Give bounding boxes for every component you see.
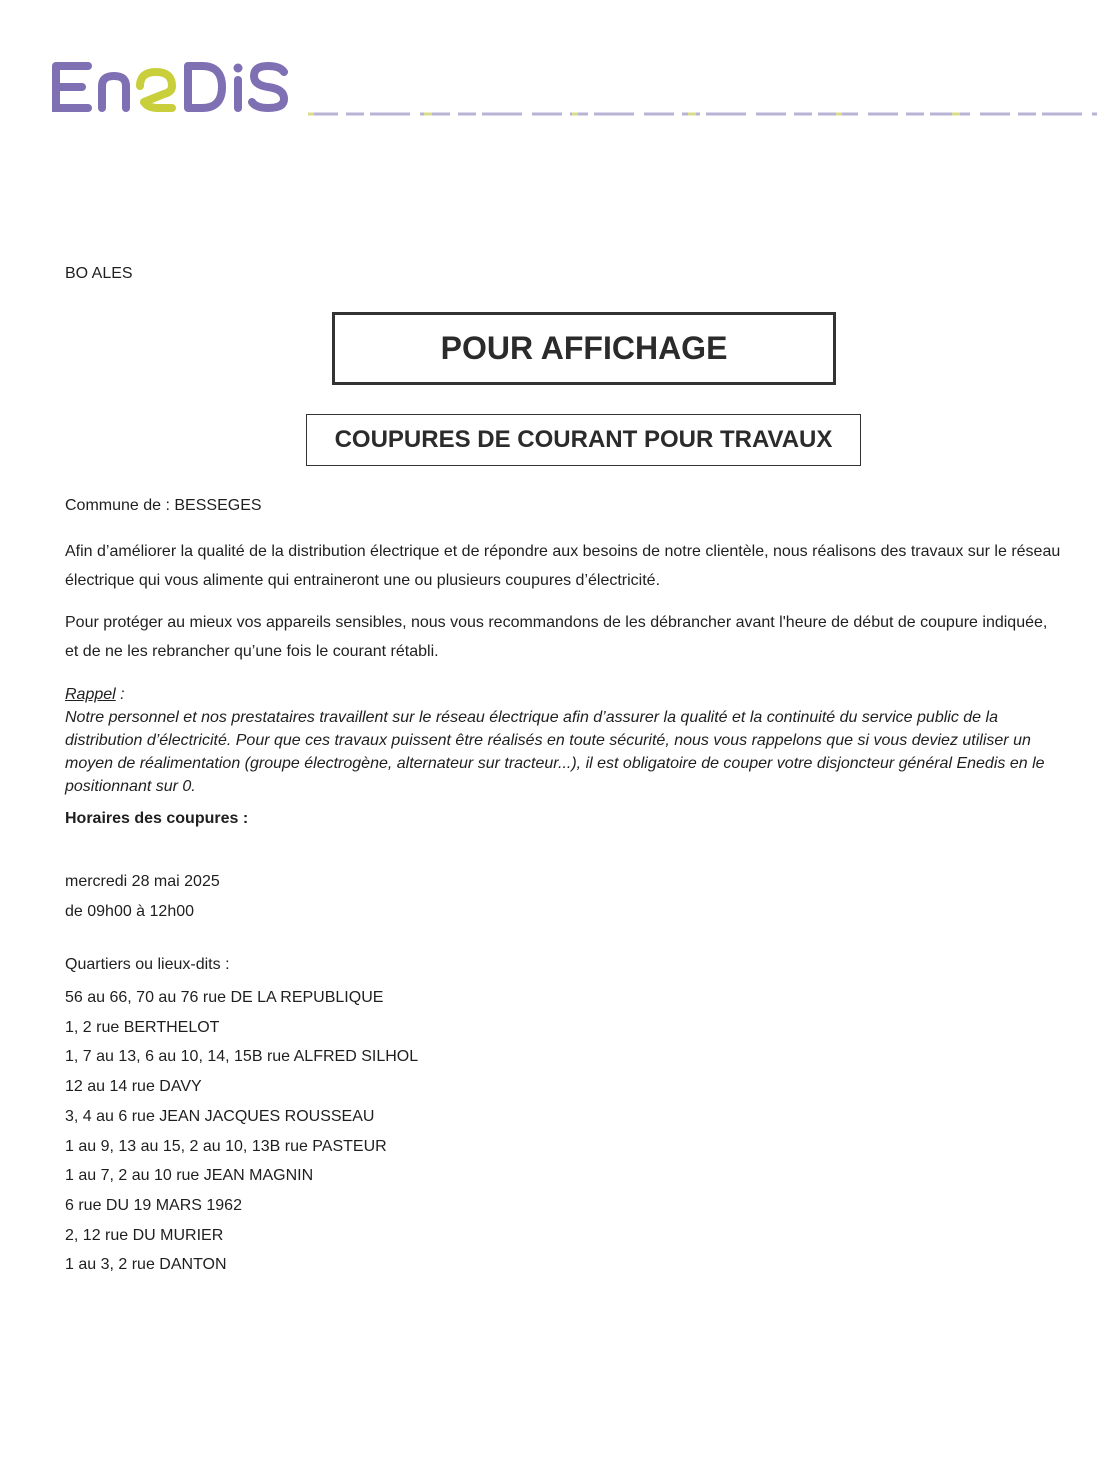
subtitle-text: COUPURES DE COURANT POUR TRAVAUX <box>334 426 833 453</box>
reminder-block <box>65 683 1065 798</box>
subtitle-box <box>306 414 861 466</box>
reminder-title: Rappel <box>65 686 116 703</box>
reminder-text: Notre personnel et nos prestataires travaillent sur le réseau électrique afin d’assurer la qualité et la continuité du service public de la distribution d’électricité. Pour que ces travaux puissent être réalisés en toute sécurité, nous vous rappelons que si vous deviez utiliser un moyen de réalimentation (groupe électrogène, alternateur sur tracteur...), il est obligatoire de couper votre disjoncteur général Enedis en le positionnant sur 0. <box>65 709 1045 795</box>
enedis-logo-icon <box>52 58 292 114</box>
intro-paragraph: Afin d’améliorer la qualité de la distribution électrique et de répondre aux besoins de notre clientèle, nous réalisons des travaux sur le réseau électrique qui vous alimente qui entraineront une ou plusieurs coupures d’électricité. <box>65 543 1061 589</box>
schedule-title: Horaires des coupures : <box>65 810 249 827</box>
enedis-logo <box>52 58 292 114</box>
schedule-time: de 09h00 à 12h00 <box>65 903 195 920</box>
list-item: 1 au 7, 2 au 10 rue JEAN MAGNIN <box>65 1167 314 1185</box>
list-item: 1 au 9, 13 au 15, 2 au 10, 13B rue PASTEUR <box>65 1137 387 1155</box>
title-box <box>332 312 836 385</box>
list-item: 1, 7 au 13, 6 au 10, 14, 15B rue ALFRED SILHOL <box>65 1048 419 1066</box>
list-item: 1, 2 rue BERTHELOT <box>65 1018 220 1036</box>
commune-label: Commune de : BESSEGES <box>65 497 262 514</box>
schedule-date: mercredi 28 mai 2025 <box>65 873 220 890</box>
advice-paragraph: Pour protéger au mieux vos appareils sensibles, nous vous recommandons de les débrancher avant l'heure de début de coupure indiquée, et de ne les rebrancher qu’une fois le courant rétabli. <box>65 614 1048 660</box>
street-list <box>65 983 418 1280</box>
logo-underline <box>308 103 1097 107</box>
agency-name: BO ALES <box>65 265 133 282</box>
reminder-colon: : <box>115 686 125 703</box>
list-item: 6 rue DU 19 MARS 1962 <box>65 1196 242 1214</box>
list-item: 2, 12 rue DU MURIER <box>65 1226 224 1244</box>
title-text: POUR AFFICHAGE <box>440 330 728 366</box>
schedule-block <box>65 867 220 927</box>
list-item: 56 au 66, 70 au 76 rue DE LA REPUBLIQUE <box>65 989 384 1006</box>
list-item: 3, 4 au 6 rue JEAN JACQUES ROUSSEAU <box>65 1107 375 1125</box>
list-item: 1 au 3, 2 rue DANTON <box>65 1256 227 1274</box>
list-item: 12 au 14 rue DAVY <box>65 1078 202 1096</box>
dotted-divider-icon <box>308 112 1097 116</box>
districts-title: Quartiers ou lieux-dits : <box>65 956 230 973</box>
